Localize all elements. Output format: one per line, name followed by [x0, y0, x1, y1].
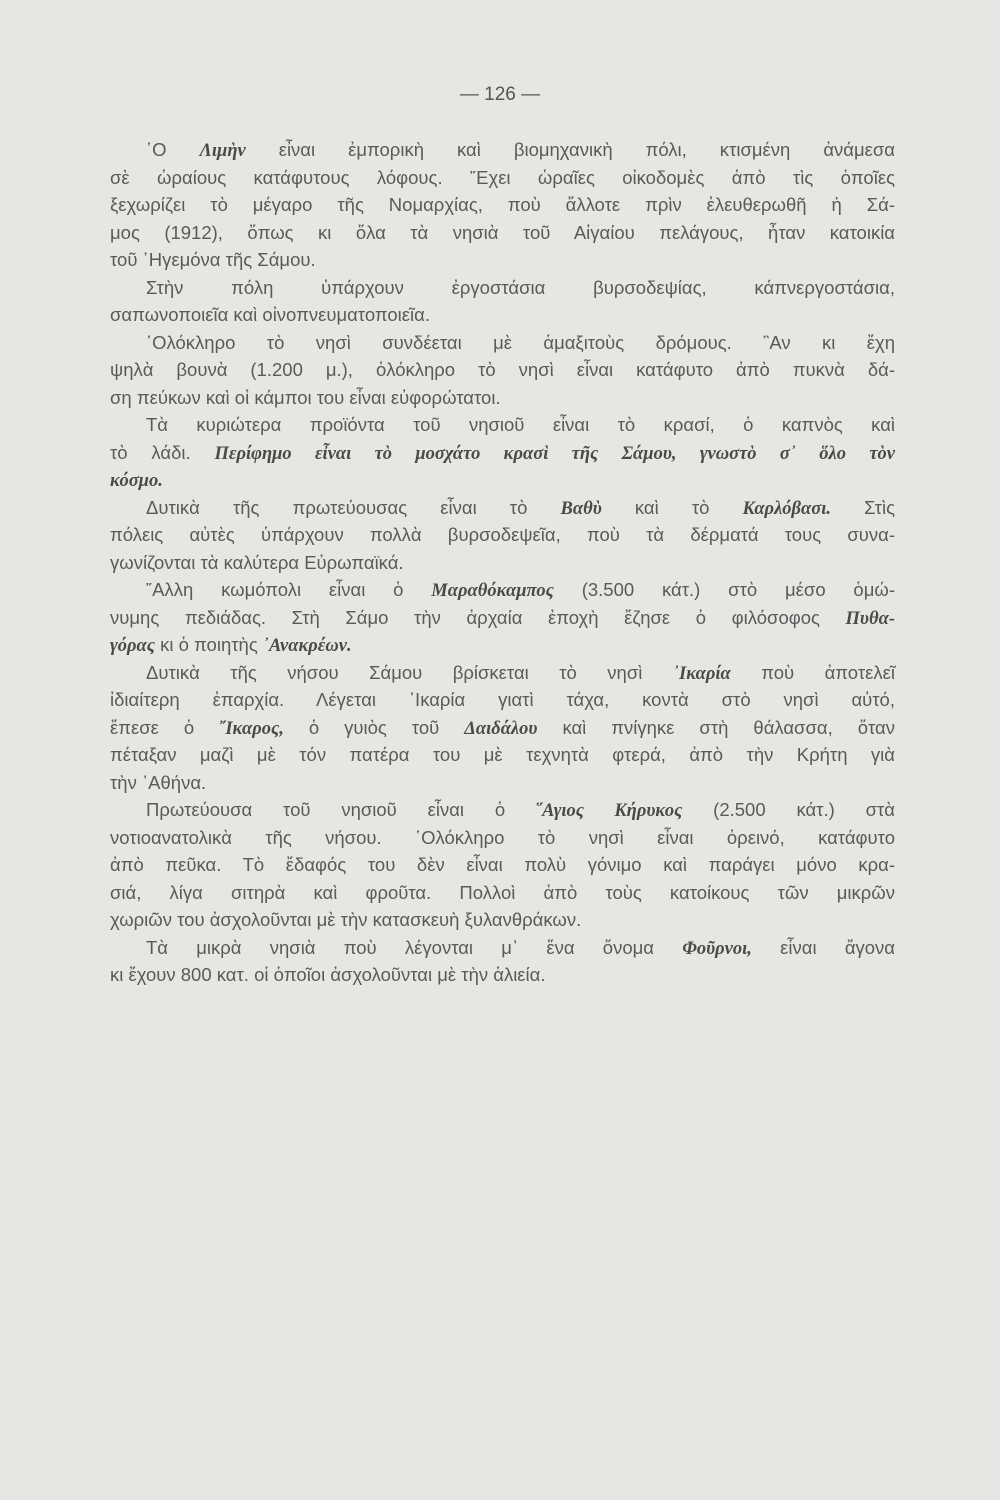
text-segment: τὸ λάδι. [110, 441, 215, 463]
text-line [110, 466, 895, 494]
text-line [110, 741, 895, 769]
text-line [110, 219, 895, 247]
emphasized-text: Μαραθόκαμπος [431, 581, 554, 601]
text-segment: Στὶς [831, 496, 895, 518]
text-segment: κι ὁ ποιητὴς [154, 634, 263, 655]
text-segment: νοτιοανατολικὰ τῆς νήσου. ῾Ολόκληρο τὸ νησὶ εἶναι ὀρεινό, κατάφυτο [110, 826, 895, 848]
text-line [110, 246, 895, 274]
text-segment: Τὰ κυριώτερα προϊόντα τοῦ νησιοῦ εἶναι τὸ κρασί, ὁ καπνὸς καὶ [146, 414, 895, 435]
body-text [110, 136, 895, 989]
text-line [110, 164, 895, 192]
text-line [110, 659, 895, 687]
emphasized-text: Λιμὴν [199, 141, 246, 161]
paragraph [110, 274, 895, 329]
text-line [110, 879, 895, 907]
text-segment: ἀπὸ πεῦκα. Τὸ ἔδαφός του δὲν εἶναι πολὺ γόνιμο καὶ παράγει μόνο κρα- [110, 854, 895, 875]
paragraph [110, 329, 895, 412]
text-segment: μος (1912), ὅπως κι ὅλα τὰ νησιὰ τοῦ Αἰγαίου πελάγους, ἦταν κατοικία [110, 221, 895, 243]
text-segment: Δυτικὰ τῆς πρωτεύουσας εἶναι τὸ [146, 496, 561, 518]
text-line [110, 494, 895, 522]
text-segment: χωριῶν του ἀσχολοῦνται μὲ τὴν κατασκευὴ ξυλανθράκων. [110, 909, 582, 930]
text-segment: σιά, λίγα σιτηρὰ καὶ φροῦτα. Πολλοὶ ἀπὸ τοὺς κατοίκους τῶν μικρῶν [110, 881, 895, 903]
emphasized-text: Βαθὺ [560, 498, 602, 519]
text-line [110, 301, 895, 329]
text-line [110, 191, 895, 219]
emphasized-text: Καρλόβασι. [742, 498, 831, 519]
text-line [110, 631, 895, 659]
text-segment: Πρωτεύουσα τοῦ νησιοῦ εἶναι ὁ [146, 799, 536, 820]
paragraph [110, 576, 895, 659]
emphasized-text: γόρας [110, 636, 155, 656]
text-segment: εἶναι ἐμπορικὴ καὶ βιομηχανικὴ πόλι, κτισμένη ἀνάμεσα [245, 139, 895, 160]
text-segment: καὶ πνίγηκε στὴ θάλασσα, ὅταν [537, 716, 895, 738]
text-segment: νυμης πεδιάδας. Στὴ Σάμο τὴν ἀρχαία ἐποχὴ ἔζησε ὁ φιλόσοφος [110, 606, 846, 628]
text-line [110, 521, 895, 549]
text-segment: Τὰ μικρὰ νησιὰ ποὺ λέγονται μ᾽ ἕνα ὄνομα [146, 936, 683, 958]
emphasized-text: ῎Ικαρος, [219, 718, 284, 739]
text-segment: σὲ ὡραίους κατάφυτους λόφους. ῎Εχει ὡραῖες οἰκοδομὲς ἀπὸ τὶς ὁποῖες [110, 166, 895, 188]
text-segment: ἰδιαίτερη ἐπαρχία. Λέγεται ᾽Ικαρία γιατὶ τάχα, κοντὰ στὸ νησὶ αὐτό, [110, 689, 895, 710]
text-line [110, 961, 895, 989]
text-segment: ση πεύκων καὶ οἱ κάμποι του εἶναι εὐφορώτατοι. [110, 386, 501, 408]
text-line [110, 796, 895, 824]
text-segment: πόλεις αὐτὲς ὑπάρχουν πολλὰ βυρσοδεψεῖα, ποὺ τὰ δέρματά τους συνα- [110, 524, 895, 545]
emphasized-text: Δαιδάλου [464, 718, 538, 739]
emphasized-text: ᾽Ανακρέων. [262, 636, 352, 656]
text-segment: Δυτικὰ τῆς νήσου Σάμου βρίσκεται τὸ νησὶ [146, 661, 673, 683]
emphasized-text: ᾽Ικαρία [672, 663, 731, 684]
emphasized-text: Περίφημο εἶναι τὸ μοσχάτο κρασὶ τῆς Σάμου, γνωστὸ σ᾽ ὅλο τὸν [214, 443, 895, 464]
text-segment: εἶναι ἄγονα [751, 936, 895, 958]
text-segment: ψηλὰ βουνὰ (1.200 μ.), ὁλόκληρο τὸ νησὶ εἶναι κατάφυτο ἀπὸ πυκνὰ δά- [110, 359, 895, 380]
text-line [110, 769, 895, 797]
text-segment: ὁ γυιὸς τοῦ [283, 716, 465, 738]
text-line [110, 576, 895, 604]
text-line [110, 906, 895, 934]
text-segment: (3.500 κάτ.) στὸ μέσο ὁμώ- [553, 579, 895, 600]
text-line [110, 411, 895, 439]
paragraph [110, 411, 895, 494]
text-segment: κι ἔχουν 800 κατ. οἱ ὁποῖοι ἀσχολοῦνται μὲ τὴν ἁλιεία. [110, 964, 546, 985]
text-segment: ποὺ ἀποτελεῖ [730, 661, 895, 683]
text-segment: Στὴν πόλη ὑπάρχουν ἐργοστάσια βυρσοδεψίας, κάπνεργοστάσια, [146, 276, 895, 298]
text-segment: ξεχωρίζει τὸ μέγαρο τῆς Νομαρχίας, ποὺ ἄλλοτε πρὶν ἐλευθερωθῆ ἡ Σά- [110, 194, 895, 215]
text-segment: ἔπεσε ὁ [110, 716, 220, 738]
text-line [110, 714, 895, 742]
paragraph [110, 494, 895, 577]
text-line [110, 439, 895, 467]
text-line [110, 384, 895, 412]
paragraph [110, 796, 895, 934]
text-line [110, 851, 895, 879]
paragraph [110, 934, 895, 989]
text-segment: τὴν ᾽Αθήνα. [110, 771, 207, 793]
text-segment: (2.500 κάτ.) στὰ [682, 799, 895, 820]
text-line [110, 329, 895, 357]
text-line [110, 824, 895, 852]
text-line [110, 686, 895, 714]
page-number: — 126 — [459, 84, 541, 105]
text-segment: ῎Αλλη κωμόπολι εἶναι ὁ [146, 579, 432, 600]
text-line [110, 274, 895, 302]
text-line [110, 136, 895, 164]
emphasized-text: κόσμο. [110, 471, 163, 491]
emphasized-text: Φοῦρνοι, [682, 938, 752, 959]
emphasized-text: ῞Αγιος Κήρυκος [535, 801, 683, 821]
paragraph [110, 136, 895, 274]
text-line [110, 934, 895, 962]
text-segment: γωνίζονται τὰ καλύτερα Εὐρωπαϊκά. [110, 551, 404, 573]
paragraph [110, 659, 895, 797]
text-segment: τοῦ ῾Ηγεμόνα τῆς Σάμου. [110, 249, 316, 270]
text-segment: ῾Ολόκληρο τὸ νησὶ συνδέεται μὲ ἁμαξιτοὺς δρόμους. ῍Αν κι ἔχη [146, 331, 895, 353]
text-line [110, 549, 895, 577]
emphasized-text: Πυθα- [845, 608, 895, 629]
text-line [110, 604, 895, 632]
text-segment: ῾Ο [146, 139, 200, 160]
text-line [110, 356, 895, 384]
text-segment: πέταξαν μαζὶ μὲ τόν πατέρα του μὲ τεχνητὰ φτερά, ἀπὸ τὴν Κρήτη γιὰ [110, 744, 895, 765]
text-segment: σαπωνοποιεῖα καὶ οἰνοπνευματοποιεῖα. [110, 304, 430, 325]
text-segment: καὶ τὸ [601, 496, 743, 518]
